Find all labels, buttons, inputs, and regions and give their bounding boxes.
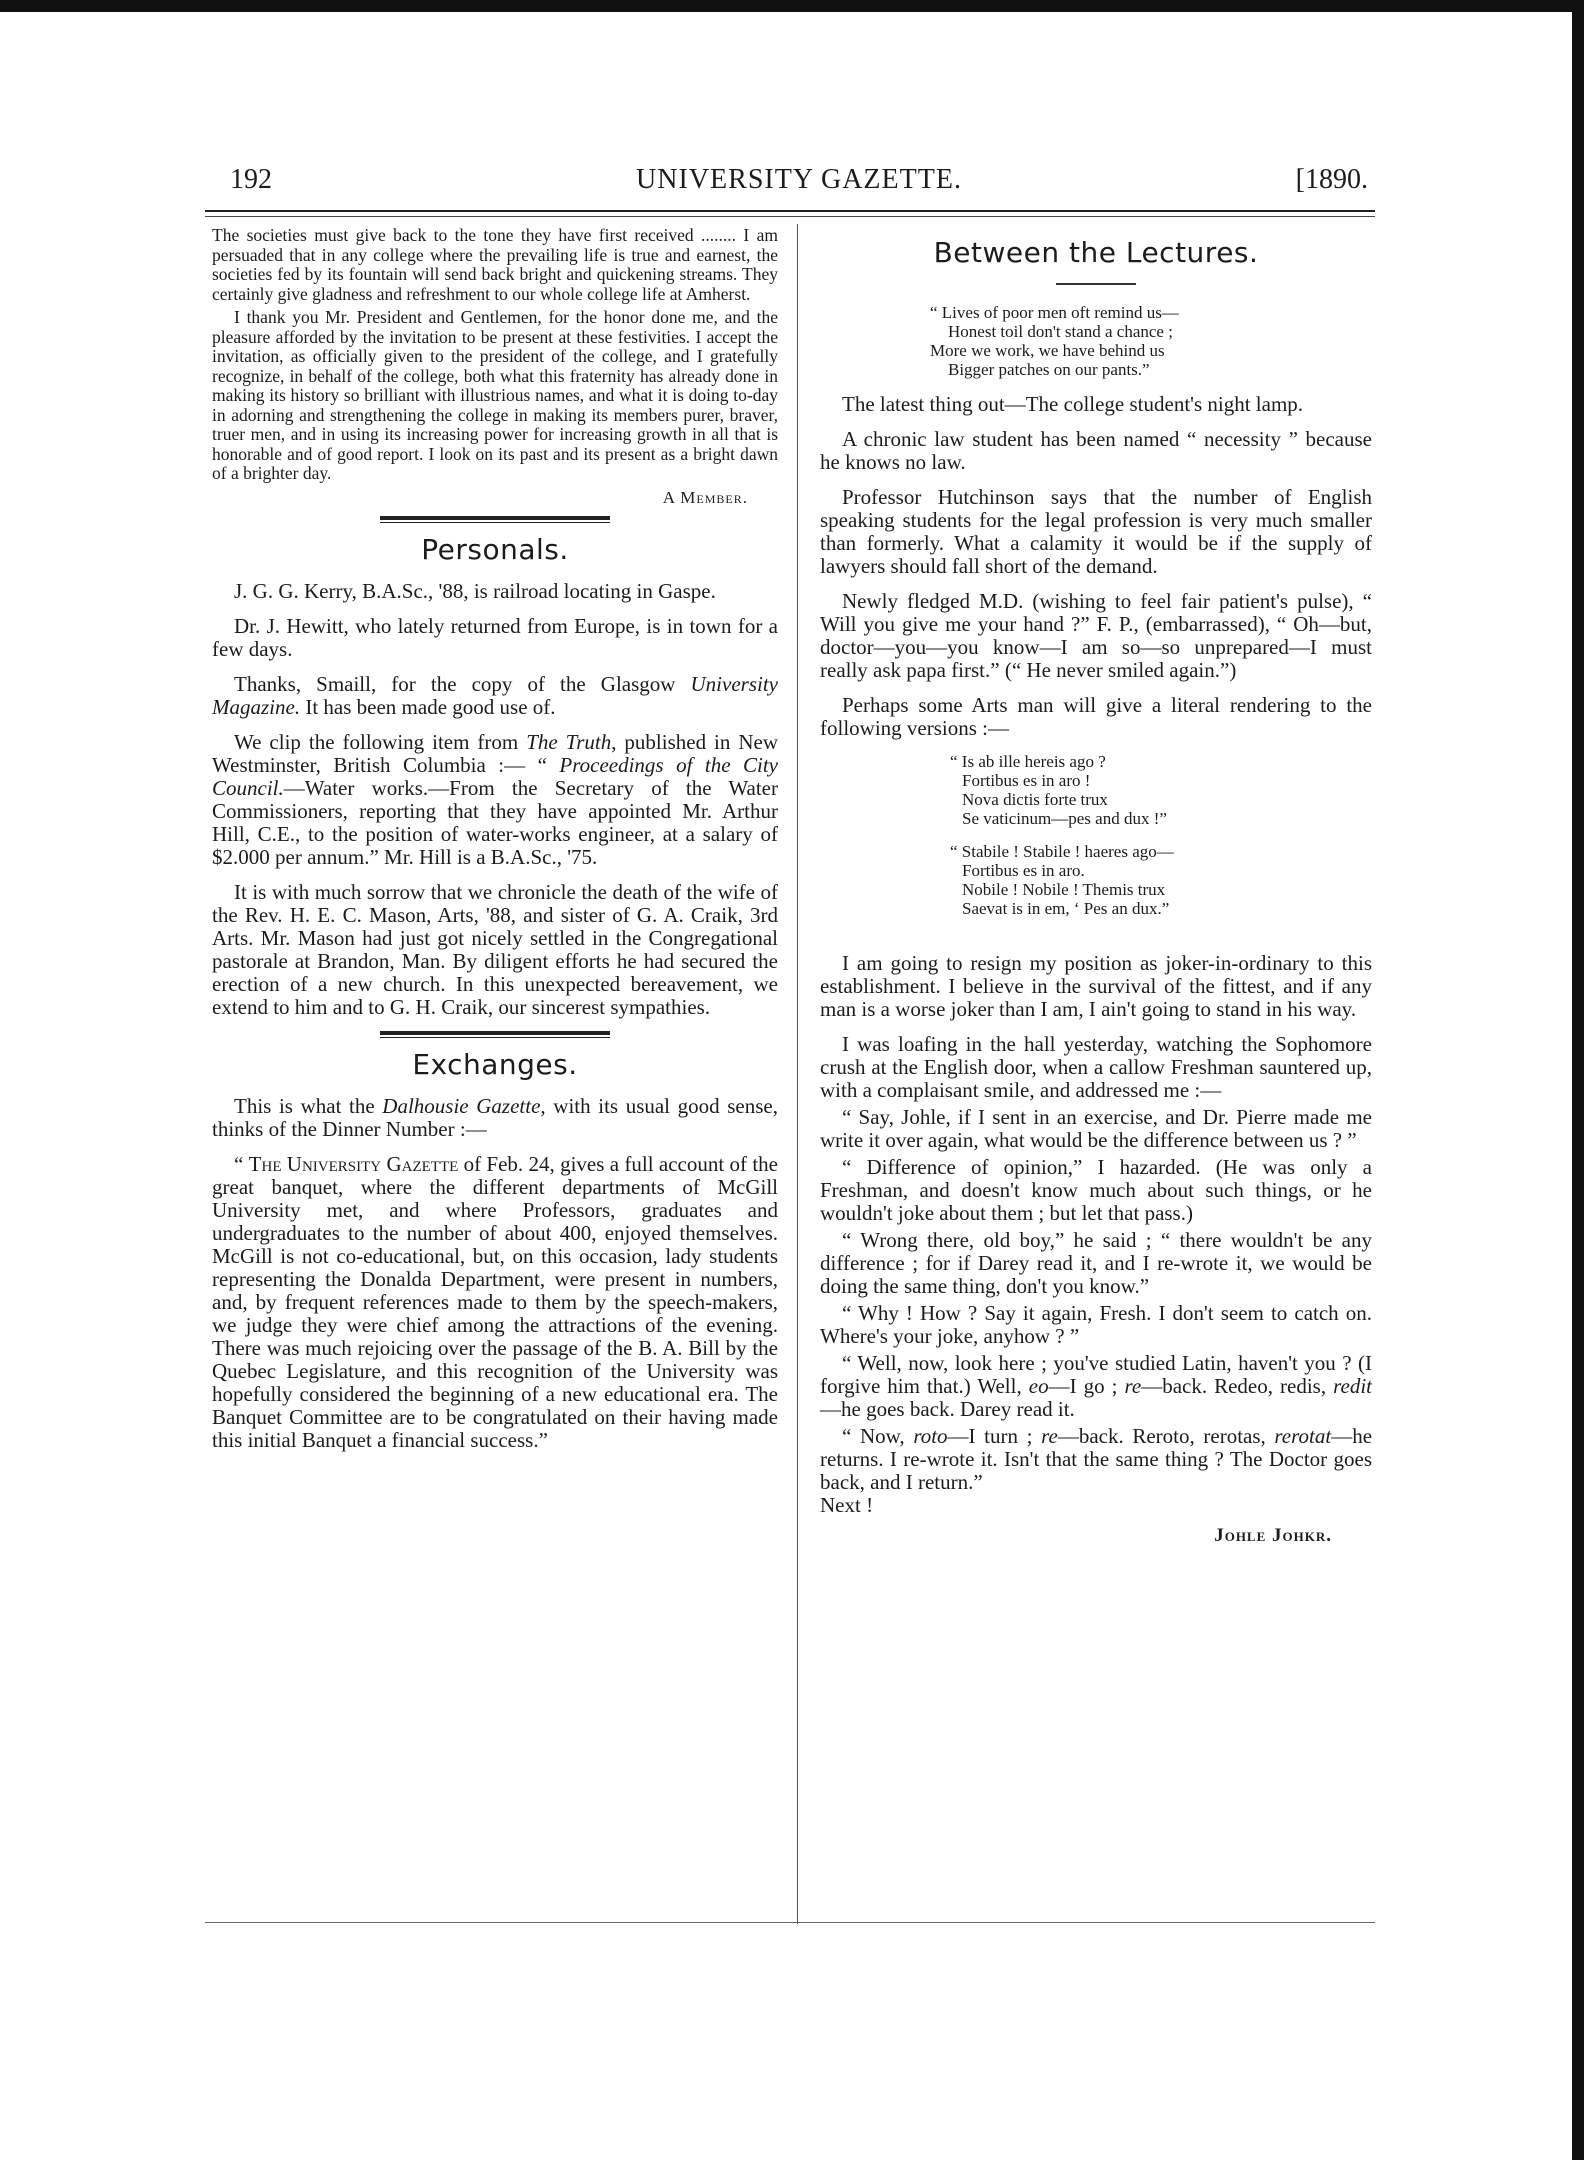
joker-paragraph: “ Well, now, look here ; you've studied Latin, haven't you ? (I forgive him that.) Well, eo—I go ; re—back. Redeo, redis, redit—he goes back. Darey read it. — [820, 1351, 1372, 1421]
exchange-item: “ The University Gazette of Feb. 24, gives a full account of the great banquet, where the different departments of McGill University met, and where Professors, graduates and undergraduates to the number of about 400, enjoyed themselves. McGill is not co-educational, but, on this occasion, lady students representing the Donalda Department, were present in numbers, and, by frequent references made to them by the speech-makers, we judge they were chief among the attractions of the evening. There was much rejoicing over the passage of the B. A. Bill by the Quebec Legislature, and this recognition of the University was hopefully considered the beginning of a new educational era. The Banquet Committee are to be congratulated on their having made this initial Banquet a financial success.” — [212, 1151, 778, 1452]
joke-item: Newly fledged M.D. (wishing to feel fair patient's pulse), “ Will you give me your hand ?” F. P., (embarrassed), “ Oh—but, doctor—you—you know—I am so—so unprepared—I must really ask papa first.” (“ He never smiled again.”) — [820, 589, 1372, 682]
joke-item: Perhaps some Arts man will give a literal rendering to the following versions :— — [820, 693, 1372, 740]
section-heading-exchanges: Exchanges. — [412, 1047, 578, 1081]
joker-paragraph: “ Difference of opinion,” I hazarded. (He was only a Freshman, and doesn't know much about such things, or he wouldn't joke about them ; but let that pass.) — [820, 1155, 1372, 1225]
joke-item: The latest thing out—The college student's night lamp. — [842, 392, 1304, 416]
joke-item: A chronic law student has been named “ necessity ” because he knows no law. — [820, 427, 1372, 474]
issue-year: [1890. — [1295, 164, 1368, 195]
section-heading-personals: Personals. — [421, 532, 569, 566]
personal-item: We clip the following item from The Truth, published in New Westminster, British Columbia :— “ Proceedings of the City Council.—Water works.—From the Secretary of the Water Commissioners, reporting that they have appointed Mr. Arthur Hill, C.E., to the position of water-works engineer, at a salary of $2.000 per annum.” Mr. Hill is a B.A.Sc., '75. — [212, 729, 779, 869]
joker-paragraph: I was loafing in the hall yesterday, watching the Sophomore crush at the English door, when a callow Freshman sauntered up, with a complaisant smile, and addressed me :— — [820, 1032, 1372, 1102]
publication-title: UNIVERSITY GAZETTE. — [636, 164, 962, 195]
exchange-item: This is what the Dalhousie Gazette, with its usual good sense, thinks of the Dinner Number :— — [212, 1093, 778, 1141]
header-rule — [205, 210, 1375, 212]
header-rule-thin — [205, 216, 1375, 217]
joker-paragraph: “ Now, roto—I turn ; re—back. Reroto, rerotas, rerotat—he returns. I re-wrote it. Isn't that the same thing ? The Doctor goes back, and I return.” — [820, 1424, 1373, 1494]
footer-rule — [205, 1922, 1375, 1923]
left-column — [212, 226, 778, 1464]
joker-paragraph: “ Why ! How ? Say it again, Fresh. I don't seem to catch on. Where's your joke, anyhow ? ” — [820, 1301, 1372, 1348]
joker-closing: Next ! — [820, 1493, 874, 1517]
joker-signature: Johle Johkr. — [1214, 1525, 1332, 1546]
personal-item: Dr. J. Hewitt, who lately returned from Europe, is in town for a few days. — [212, 613, 778, 661]
personals-section — [212, 580, 778, 1019]
column-divider — [797, 224, 798, 1924]
section-rule — [1056, 283, 1136, 285]
joker-paragraph: I am going to resign my position as joker-in-ordinary to this establishment. I believe in the survival of the fittest, and if any man is a worse joker than I am, I ain't going to stand in his way. — [820, 951, 1372, 1021]
joker-article — [820, 952, 1372, 1547]
personal-item: It is with much sorrow that we chronicle the death of the wife of the Rev. H. E. C. Mason, Arts, '88, and sister of G. A. Craik, 3rd Arts. Mr. Mason had just got nicely settled in the Congregational pastorale at Brandon, Man. By diligent efforts he had secured the erection of a new church. In this unexpected bereavement, we extend to him and to G. H. Craik, our sincerest sympathies. — [212, 879, 778, 1019]
section-rule — [380, 516, 610, 523]
article-signature: A Member. — [662, 487, 748, 507]
exchanges-section — [212, 1095, 778, 1452]
section-heading-between-the-lectures: Between the Lectures. — [933, 236, 1259, 269]
right-column — [820, 226, 1372, 1547]
article-paragraph: I thank you Mr. President and Gentlemen, for the honor done me, and the pleasure afforded by the invitation to be present at these festivities. I accept the invitation, as officially given to the president of the college, and I gratefully recognize, in behalf of the college, both what this fraternity has already done in making its history so brilliant with illustrious names, and what it is doing to-day in adorning and strengthening the college in making its members purer, braver, truer men, and in using its increasing power for increasing growth in all that is honorable and of good report. I look on its past and its present as a bright dawn of a brighter day. — [212, 307, 778, 483]
article-paragraph: The societies must give back to the tone they have first received ........ I am persuaded that in any college where the prevailing life is true and earnest, the societies fed by its fountain will send back bright and quickening streams. They certainly give gladness and refreshment to our whole college life at Amherst. — [212, 225, 778, 304]
personal-item: Thanks, Smaill, for the copy of the Glasgow University Magazine. It has been made good use of. — [212, 671, 778, 719]
latin-verse-2: “ Stabile ! Stabile ! haeres ago— Fortibus es in aro. Nobile ! Nobile ! Themis trux Saevat is in em, ‘ Pes an dux.” — [950, 842, 1174, 918]
joker-paragraph: “ Say, Johle, if I sent in an exercise, and Dr. Pierre made me write it over again, what would be the difference between us ? ” — [820, 1105, 1372, 1152]
lectures-section — [820, 393, 1372, 740]
joker-paragraph: “ Wrong there, old boy,” he said ; “ there wouldn't be any difference ; for if Darey read it, and I re-wrote it, we would be doing the same thing, don't you know.” — [820, 1228, 1372, 1298]
latin-verse-1: “ Is ab ille hereis ago ? Fortibus es in aro ! Nova dictis forte trux Se vaticinum—pes and dux !” — [950, 752, 1167, 828]
page-number: 192 — [230, 164, 272, 195]
continued-article — [212, 226, 778, 508]
opening-verse: “ Lives of poor men oft remind us— Honest toil don't stand a chance ; More we work, we have behind us Bigger patches on our pants.” — [930, 303, 1179, 379]
joke-item: Professor Hutchinson says that the number of English speaking students for the legal profession is very much smaller than formerly. What a calamity it would be if the supply of lawyers should fall short of the demand. — [820, 485, 1372, 578]
personal-item: J. G. G. Kerry, B.A.Sc., '88, is railroad locating in Gaspe. — [234, 578, 716, 603]
page-header — [230, 164, 1368, 208]
section-rule — [380, 1031, 610, 1038]
